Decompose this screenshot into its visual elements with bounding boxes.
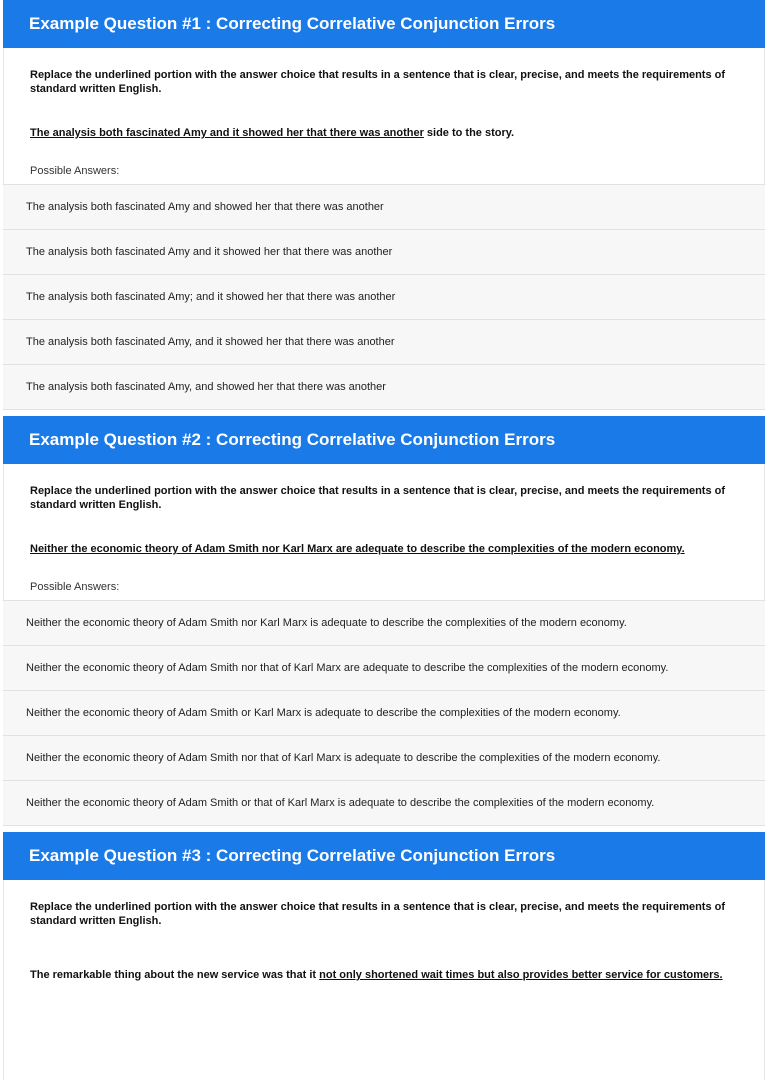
possible-answers-label: Possible Answers:	[30, 581, 120, 593]
answer-choice[interactable]: The analysis both fascinated Amy and it showed her that there was another	[3, 229, 765, 274]
answer-list	[3, 600, 765, 826]
question-instructions: Replace the underlined portion with the answer choice that results in a sentence that is clear, precise, and meets the requirements of standard written English.	[30, 69, 726, 95]
prompt-underlined-portion: Neither the economic theory of Adam Smith nor Karl Marx are adequate to describe the complexities of the modern economy.	[30, 543, 685, 555]
answer-choice[interactable]: The analysis both fascinated Amy, and showed her that there was another	[3, 364, 765, 410]
question-prompt	[4, 96, 764, 139]
answer-list	[3, 184, 765, 410]
prompt-underlined-portion: not only shortened wait times but also provides better service for customers.	[319, 969, 723, 981]
question-card-3	[0, 832, 768, 1080]
answer-choice[interactable]: Neither the economic theory of Adam Smith nor that of Karl Marx are adequate to describe the complexities of the modern economy.	[3, 645, 765, 690]
answer-choice[interactable]: Neither the economic theory of Adam Smith or Karl Marx is adequate to describe the complexities of the modern economy.	[3, 690, 765, 735]
question-card-1	[0, 0, 768, 410]
question-card-2	[0, 416, 768, 826]
prompt-underlined-portion: The analysis both fascinated Amy and it showed her that there was another	[30, 127, 424, 139]
answer-choice[interactable]: The analysis both fascinated Amy and showed her that there was another	[3, 184, 765, 229]
question-prompt	[4, 928, 764, 981]
answer-choice[interactable]: Neither the economic theory of Adam Smith nor that of Karl Marx is adequate to describe the complexities of the modern economy.	[3, 735, 765, 780]
prompt-text-after: side to the story.	[423, 127, 515, 139]
possible-answers-label: Possible Answers:	[30, 165, 120, 177]
answer-choice[interactable]: The analysis both fascinated Amy, and it showed her that there was another	[3, 319, 765, 364]
answer-choice[interactable]: Neither the economic theory of Adam Smith or that of Karl Marx is adequate to describe the complexities of the modern economy.	[3, 780, 765, 826]
question-instructions: Replace the underlined portion with the answer choice that results in a sentence that is clear, precise, and meets the requirements of standard written English.	[30, 485, 726, 511]
question-prompt	[4, 512, 764, 555]
answer-choice[interactable]: The analysis both fascinated Amy; and it showed her that there was another	[3, 274, 765, 319]
question-title: Example Question #2 : Correcting Correlative Conjunction Errors	[3, 416, 765, 464]
question-title: Example Question #3 : Correcting Correlative Conjunction Errors	[3, 832, 765, 880]
question-instructions: Replace the underlined portion with the answer choice that results in a sentence that is clear, precise, and meets the requirements of standard written English.	[30, 901, 726, 927]
answer-choice[interactable]: Neither the economic theory of Adam Smith nor Karl Marx is adequate to describe the complexities of the modern economy.	[3, 600, 765, 645]
question-title: Example Question #1 : Correcting Correlative Conjunction Errors	[3, 0, 765, 48]
prompt-text-before: The remarkable thing about the new service was that it	[30, 969, 320, 981]
